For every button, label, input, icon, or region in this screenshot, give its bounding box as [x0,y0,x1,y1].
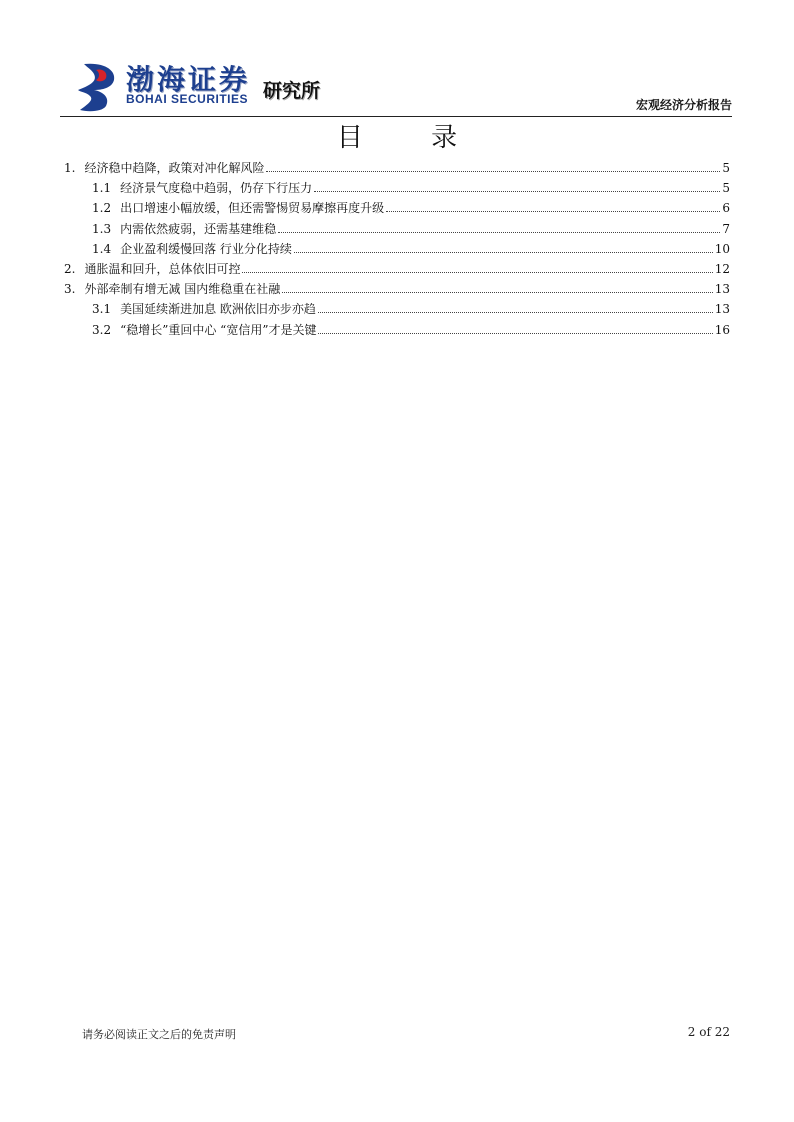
toc-entry[interactable] [64,259,730,279]
toc-entry-page: 13 [714,302,730,317]
toc-entry-number: 1.4 [92,241,112,256]
toc-entry-label: 内需依然疲弱，还需基建维稳 [120,221,277,236]
toc-entry-page: 13 [714,282,730,297]
page-indicator: 2 of 22 [687,1025,730,1039]
toc-entry-number: 1. [64,161,76,175]
toc-entry-page: 7 [722,221,730,236]
toc-entry-label: 企业盈利缓慢回落 行业分化持续 [120,241,292,256]
toc-entry[interactable] [64,219,730,239]
toc-entry-label: 出口增速小幅放缓，但还需警惕贸易摩擦再度升级 [120,201,385,216]
disclaimer-note: 请务必阅读正文之后的免责声明 [82,1028,236,1041]
toc-entry[interactable] [64,299,730,319]
toc-title: 目 录 [336,123,488,153]
toc-leader-dots [266,170,720,172]
toc-leader-dots [314,190,720,192]
toc-leader-dots [318,332,712,334]
toc-entry-page: 12 [714,261,730,276]
toc-entry-number: 2. [64,261,76,276]
toc-entry[interactable] [64,158,730,178]
toc-entry[interactable] [64,198,730,218]
toc-leader-dots [318,311,713,313]
toc-entry-number: 1.1 [92,181,112,196]
logo-chinese-name: 渤海证券 [126,63,251,96]
toc-leader-dots [242,271,712,273]
toc-entry[interactable] [64,239,730,259]
toc-entry-label: 经济稳中趋降，政策对冲化解风险 [84,161,265,175]
toc-entry-number: 1.2 [92,201,112,216]
toc-entry-number: 3.1 [92,302,112,317]
toc-entry[interactable] [64,320,730,340]
toc-entry[interactable] [64,178,730,198]
report-header [60,52,732,118]
table-of-contents [64,158,730,340]
toc-entry-page: 10 [714,241,730,256]
toc-entry-page: 6 [722,201,730,216]
toc-entry-number: 3. [64,282,76,297]
toc-entry[interactable] [64,279,730,299]
toc-entry-label: 外部牵制有增无减 国内维稳重在社融 [84,282,281,297]
toc-entry-page: 5 [722,161,730,175]
toc-entry-label: 经济景气度稳中趋弱，仍存下行压力 [120,181,313,196]
toc-leader-dots [278,231,720,233]
toc-leader-dots [282,291,712,293]
toc-leader-dots [294,251,713,253]
toc-entry-page: 5 [722,181,730,196]
toc-entry-number: 3.2 [92,322,112,337]
toc-entry-page: 16 [714,322,730,337]
toc-entry-number: 1.3 [92,221,112,236]
toc-entry-label: 通胀温和回升，总体依旧可控 [84,261,241,276]
toc-entry-label: 美国延续渐进加息 欧洲依旧亦步亦趋 [120,302,316,317]
toc-entry-label: “稳增长”重回中心 “宽信用”才是关键 [120,322,317,337]
bohai-logo-icon [76,60,122,112]
institute-name: 研究所 [263,80,321,102]
report-type: 宏观经济分析报告 [635,98,732,112]
toc-leader-dots [386,210,720,212]
logo-english-name: BOHAI SECURITIES [126,92,249,106]
